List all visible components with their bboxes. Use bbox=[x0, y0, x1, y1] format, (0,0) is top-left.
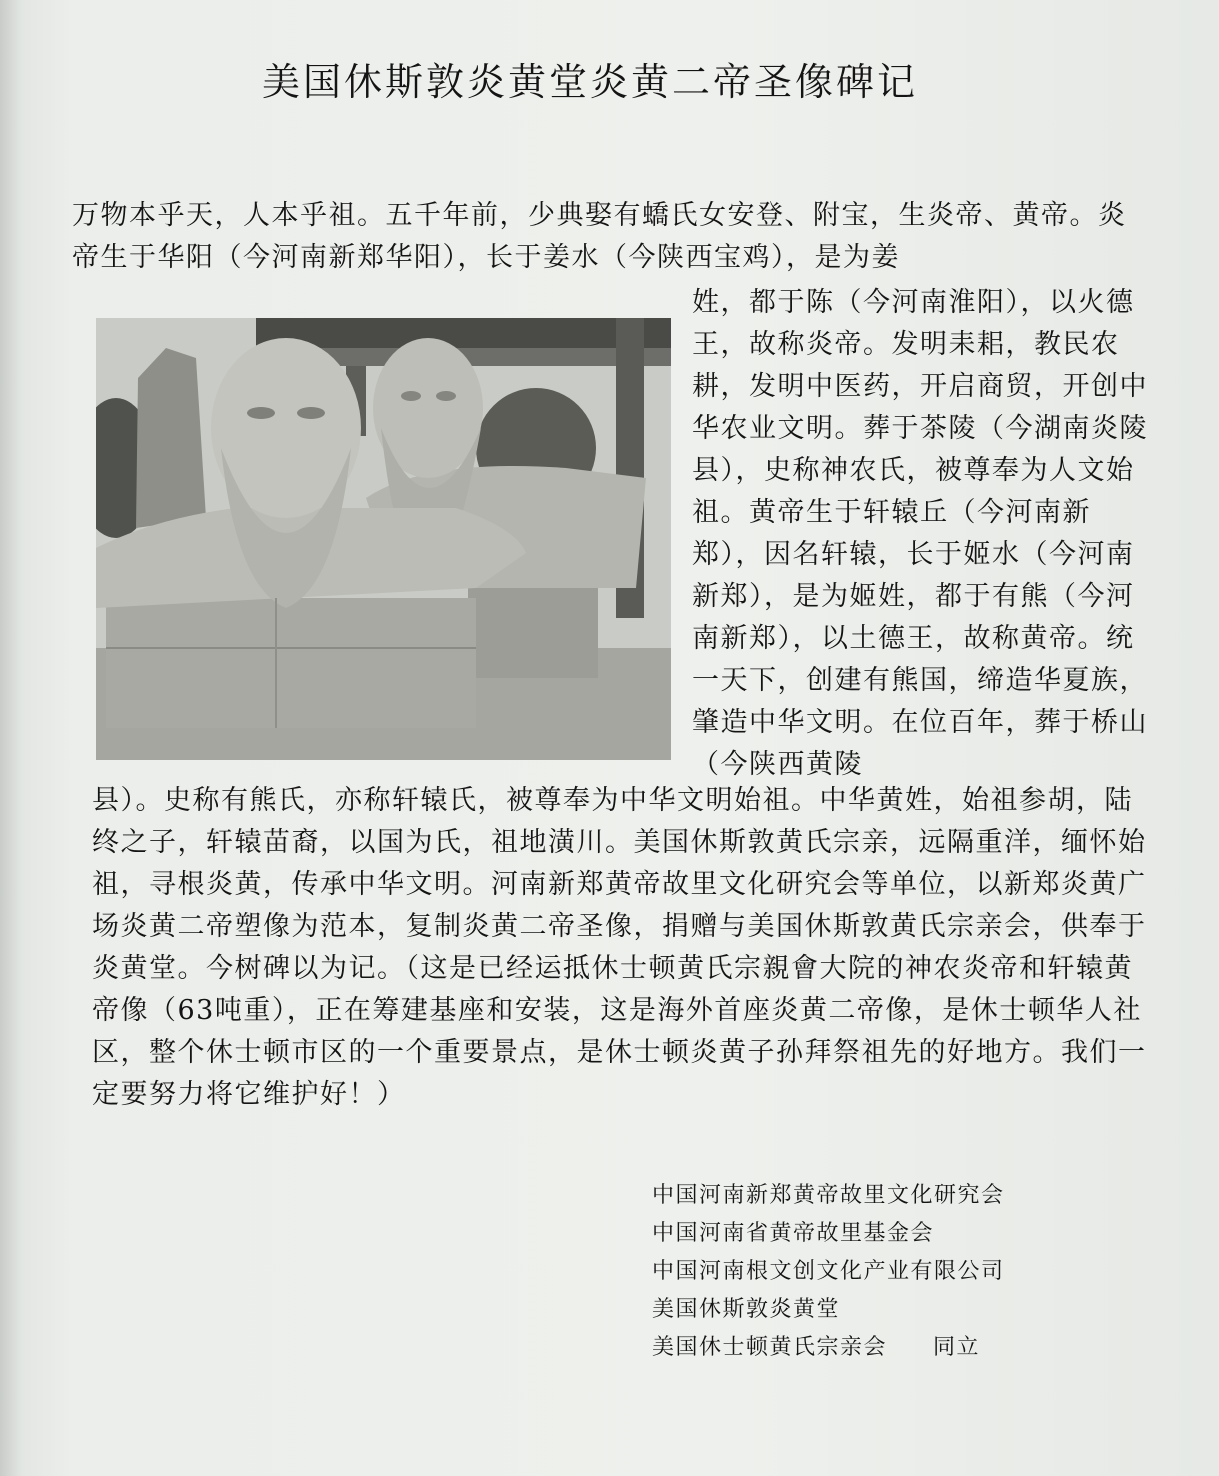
book-spine-shadow bbox=[0, 0, 22, 1476]
statue-photo bbox=[96, 318, 671, 760]
signatory-line: 中国河南根文创文化产业有限公司 bbox=[652, 1259, 1005, 1284]
signatory-name: 美国休士顿黄氏宗亲会 bbox=[652, 1335, 888, 1360]
signatory-block bbox=[652, 1177, 1172, 1367]
paragraph-right-of-photo: 姓，都于陈（今河南淮阳），以火德王，故称炎帝。发明耒耜，教民农耕，发明中医药，开启商贸，开创中华农业文明。葬于茶陵（今湖南炎陵县），史称神农氏，被尊奉为人文始祖。黄帝生于轩辕丘（今河南新郑），因名轩辕，长于姬水（今河南新郑），是为姬姓，都于有熊（今河南新郑），以土德王，故称黄帝。统一天下，创建有熊国，缔造华夏族，肇造中华文明。在位百年，葬于桥山（今陕西黄陵 bbox=[692, 287, 1148, 780]
page-title: 美国休斯敦炎黄堂炎黄二帝圣像碑记 bbox=[261, 60, 918, 104]
signatory-line: 中国河南省黄帝故里基金会 bbox=[652, 1221, 935, 1246]
paragraph-main: 县）。史称有熊氏，亦称轩辕氏，被尊奉为中华文明始祖。中华黄姓，始祖参胡，陆终之子，轩辕苗裔，以国为氏，祖地潢川。美国休斯敦黄氏宗亲，远隔重洋，缅怀始祖，寻根炎黄，传承中华文明。河南新郑黄帝故里文化研究会等单位，以新郑炎黄广场炎黄二帝塑像为范本，复制炎黄二帝圣像，捐赠与美国休斯敦黄氏宗亲会，供奉于炎黄堂。今树碑以为记。（这是已经运抵休士顿黄氏宗親會大院的神农炎帝和轩辕黄帝像（63吨重），正在筹建基座和安装，这是海外首座炎黄二帝像，是休士顿华人社区，整个休士顿市区的一个重要景点，是休士顿炎黄子孙拜祭祖先的好地方。我们一定要努力将它维护好！） bbox=[92, 785, 1147, 1110]
paragraph-intro: 万物本乎天，人本乎祖。五千年前，少典娶有蟜氏女安登、附宝，生炎帝、黄帝。炎帝生于华阳（今河南新郑华阳），长于姜水（今陕西宝鸡），是为姜 bbox=[72, 200, 1127, 273]
signatory-line: 美国休斯敦炎黄堂 bbox=[652, 1297, 841, 1322]
signatory-line: 中国河南新郑黄帝故里文化研究会 bbox=[652, 1183, 1005, 1208]
sign-suffix: 同立 bbox=[933, 1335, 981, 1360]
signatory-line-last bbox=[652, 1329, 1172, 1367]
